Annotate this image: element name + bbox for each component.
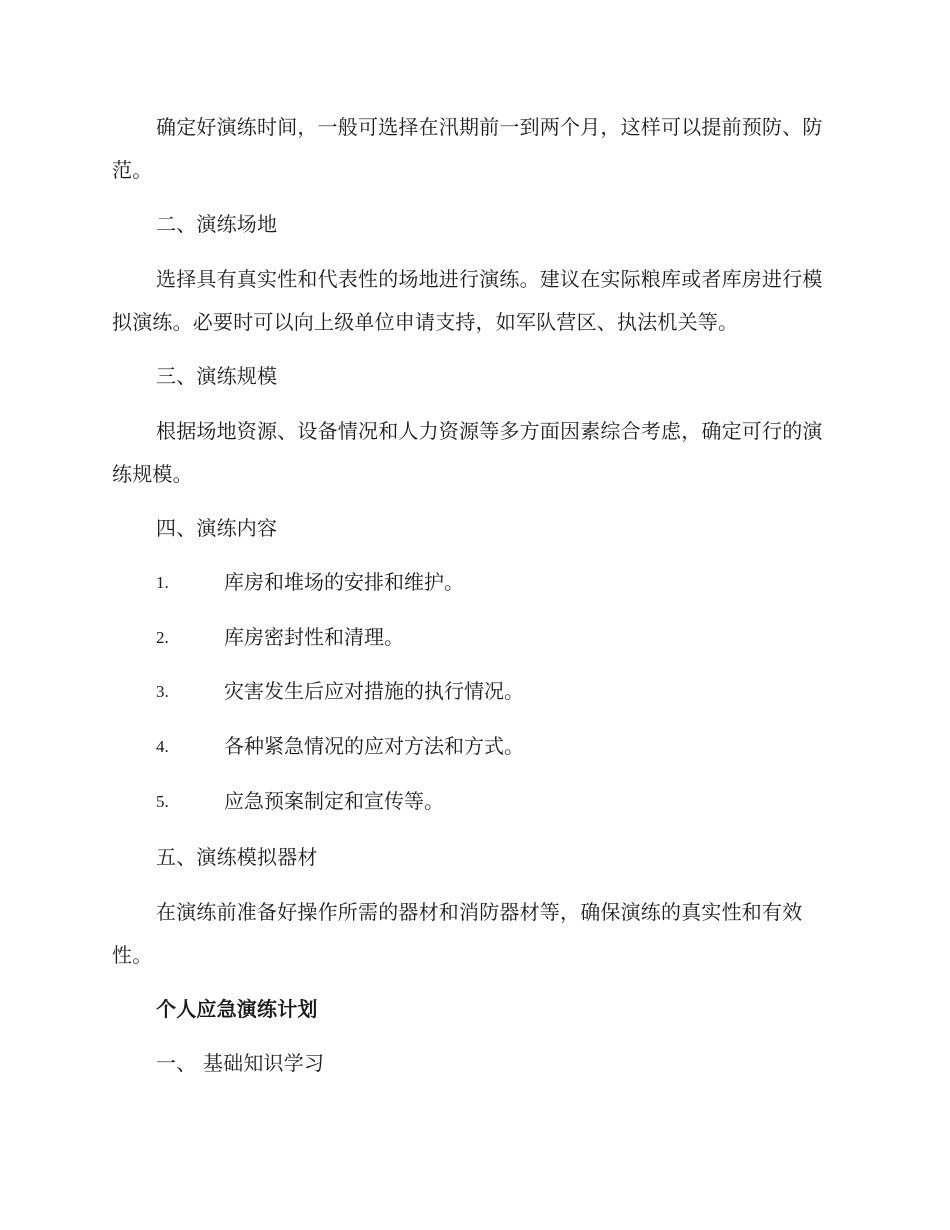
heading-basic-knowledge: 一、 基础知识学习: [156, 1051, 325, 1075]
heading-drill-content: 四、演练内容: [156, 516, 278, 540]
list-item: [156, 780, 836, 823]
heading-drill-equipment: 五、演练模拟器材: [156, 845, 318, 869]
list-item-text: 灾害发生后应对措施的执行情况。: [224, 679, 524, 703]
list-item-number: 4.: [156, 737, 169, 756]
list-item-number: 2.: [156, 628, 169, 647]
list-item: [156, 725, 836, 768]
list-item: [156, 561, 836, 604]
list-item-text: 各种紧急情况的应对方法和方式。: [224, 734, 524, 758]
heading-drill-venue: 二、演练场地: [156, 212, 278, 236]
paragraph-drill-venue: 选择具有真实性和代表性的场地进行演练。建议在实际粮库或者库房进行模拟演练。必要时可以向上级单位申请支持，如军队营区、执法机关等。: [112, 267, 823, 334]
paragraph-drill-timing: 确定好演练时间，一般可选择在汛期前一到两个月，这样可以提前预防、防范。: [112, 115, 823, 182]
list-item-number: 1.: [156, 573, 169, 592]
list-item-text: 库房密封性和清理。: [224, 625, 404, 649]
heading-drill-scale: 三、演练规模: [156, 364, 278, 388]
section-title-personal-drill-plan: 个人应急演练计划: [156, 997, 318, 1021]
list-item-text: 库房和堆场的安排和维护。: [224, 570, 464, 594]
list-item: [156, 670, 836, 713]
paragraph-drill-scale: 根据场地资源、设备情况和人力资源等多方面因素综合考虑，确定可行的演练规模。: [112, 419, 823, 486]
list-item-number: 3.: [156, 682, 169, 701]
list-item: [156, 616, 836, 659]
list-item-text: 应急预案制定和宣传等。: [224, 789, 444, 813]
paragraph-drill-equipment: 在演练前准备好操作所需的器材和消防器材等，确保演练的真实性和有效性。: [112, 900, 803, 967]
list-item-number: 5.: [156, 792, 169, 811]
